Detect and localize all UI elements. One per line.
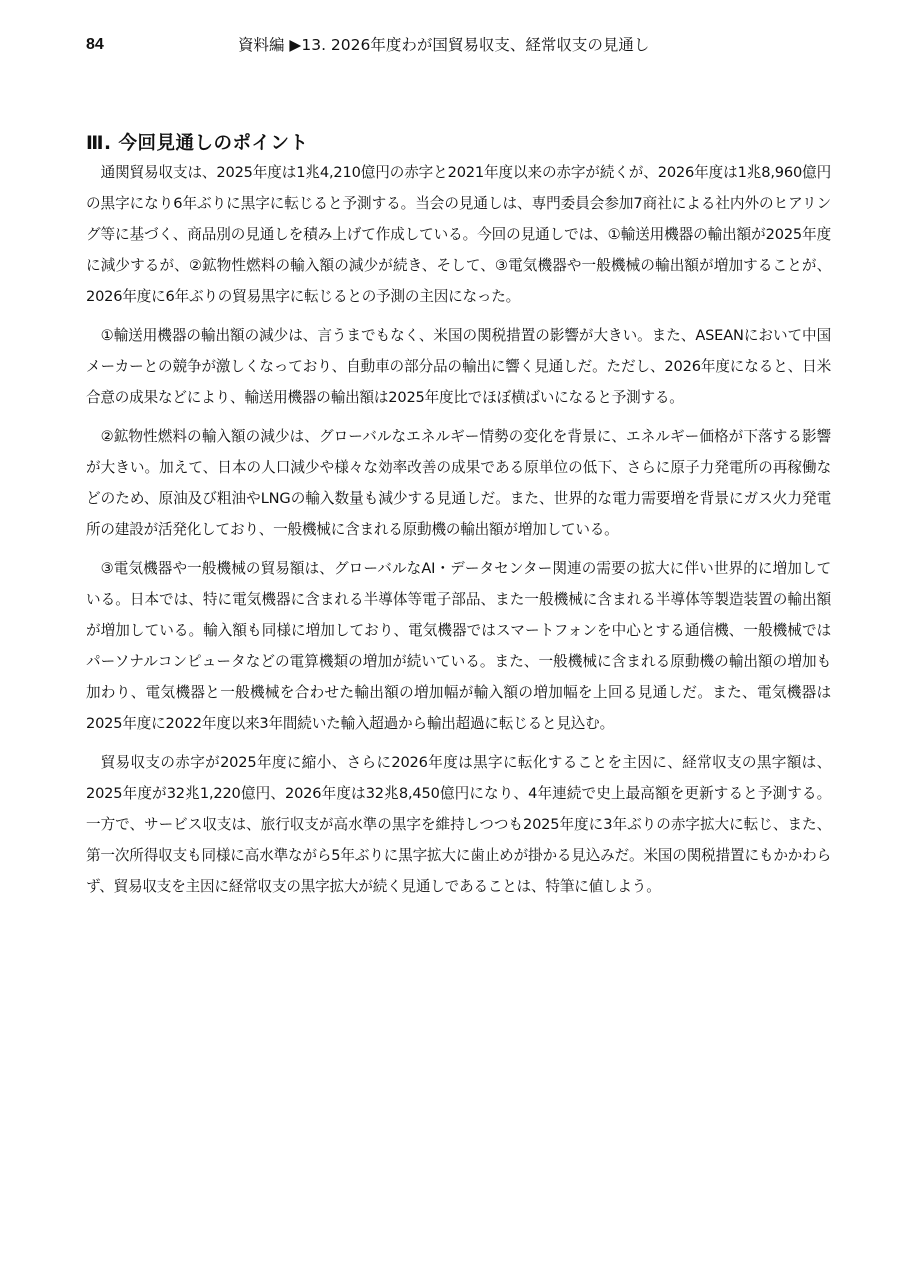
paragraph-electrical-machinery: ③電気機器や一般機械の貿易額は、グローバルなAI・データセンター関連の需要の拡大に伴い世界的に増加している。日本では、特に電気機器に含まれる半導体等電子部品、また一般機械に含まれる半導体等製造装置の輸出額が増加している。輸入額も同様に増加しており、電気機器ではスマートフォンを中心とする通信機、一般機械ではパーソナルコンピュータなどの電算機類の増加が続いている。また、一般機械に含まれる原動機の輸出額の増加も加わり、電気機器と一般機械を合わせた輸出額の増加幅が輸入額の増加幅を上回る見通しだ。また、電気機器は2025年度に2022年度以来3年間続いた輸入超過から輸出超過に転じると見込む。 [86,560,831,732]
paragraph-overview: 通関貿易収支は、2025年度は1兆4,210億円の赤字と2021年度以来の赤字が続くが、2026年度は1兆8,960億円の黒字になり6年ぶりに黒字に転じると予測する。当会の見通しは、専門委員会参加7商社による社内外のヒアリング等に基づく、商品別の見通しを積み上げて作成している。今回の見通しでは、①輸送用機器の輸出額が2025年度に減少するが、②鉱物性燃料の輸入額の減少が続き、そして、③電気機器や一般機械の輸出額が増加することが、2026年度に6年ぶりの貿易黒字に転じるとの予測の主因になった。 [86,164,831,305]
page-number: 84 [86,36,104,53]
section-title: Ⅲ. 今回見通しのポイント [86,133,309,154]
paragraph-transport-equipment: ①輸送用機器の輸出額の減少は、言うまでもなく、米国の関税措置の影響が大きい。また、ASEANにおいて中国メーカーとの競争が激しくなっており、自動車の部分品の輸出に響く見通しだ。ただし、2026年度になると、日米合意の成果などにより、輸送用機器の輸出額は2025年度比でほぼ横ばいになると予測する。 [86,327,831,406]
paragraph-mineral-fuels: ②鉱物性燃料の輸入額の減少は、グローバルなエネルギー情勢の変化を背景に、エネルギー価格が下落する影響が大きい。加えて、日本の人口減少や様々な効率改善の成果である原単位の低下、さらに原子力発電所の再稼働などのため、原油及び粗油やLNGの輸入数量も減少する見通しだ。また、世界的な電力需要増を背景にガス火力発電所の建設が活発化しており、一般機械に含まれる原動機の輸出額が増加している。 [86,428,831,538]
paragraph-current-account: 貿易収支の赤字が2025年度に縮小、さらに2026年度は黒字に転化することを主因に、経常収支の黒字額は、2025年度が32兆1,220億円、2026年度は32兆8,450億円になり、4年連続で史上最高額を更新すると予測する。一方で、サービス収支は、旅行収支が高水準の黒字を維持しつつも2025年度に3年ぶりの赤字拡大に転じ、また、第一次所得収支も同様に高水準ながら5年ぶりに黒字拡大に歯止めが掛かる見込みだ。米国の関税措置にもかかわらず、貿易収支を主因に経常収支の黒字拡大が続く見通しであることは、特筆に値しよう。 [86,754,831,895]
page-header [86,33,876,57]
running-head: 資料編 ▶13. 2026年度わが国貿易収支、経常収支の見通し [238,36,650,54]
section-content [86,132,831,910]
